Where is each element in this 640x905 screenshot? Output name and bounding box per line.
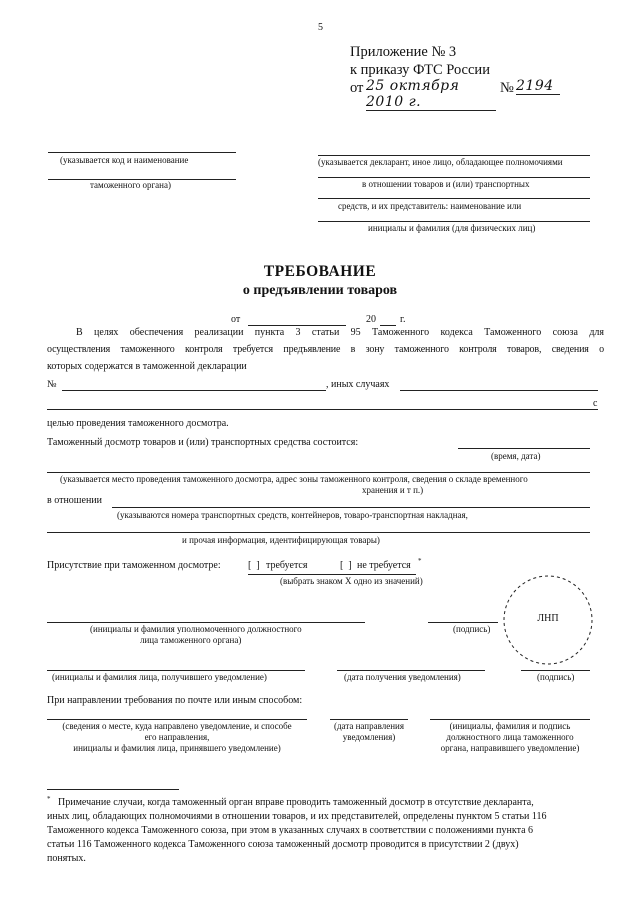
recipient-name-field[interactable] [47, 670, 305, 671]
not-required-label: не требуется [357, 560, 411, 571]
place-caption-1: (указывается место проведения таможенного досмотра, адрес зоны таможенного контроля, сведения о складе временного [60, 474, 528, 484]
appendix-title: Приложение № 3 [350, 44, 457, 60]
date-g-label: г. [400, 314, 406, 325]
mail-place-caption-2: его направления, [144, 732, 210, 742]
appendix-date-prefix: от [350, 80, 364, 96]
mail-date-field[interactable] [330, 719, 408, 720]
declarant-caption-2: в отношении товаров и (или) транспортных [362, 179, 530, 189]
declarant-caption-4: инициалы и фамилия (для физических лиц) [368, 223, 536, 233]
mail-place-caption-3: инициалы и фамилия лица, принявшего уведомление) [73, 743, 281, 753]
declarant-caption-3: средств, и их представитель: наименование или [338, 201, 522, 211]
recipient-signature-caption: (подпись) [537, 672, 575, 682]
para-line-3: которых содержатся в таможенной декларации [47, 361, 247, 372]
time-date-caption: (время, дата) [491, 451, 541, 461]
purpose-text: целью проведения таможенного досмотра. [47, 418, 229, 429]
footnote-line-5: понятых. [47, 853, 86, 864]
mail-sender-field[interactable] [430, 719, 590, 720]
declarant-line-2 [318, 177, 590, 178]
not-required-checkbox[interactable]: [ ] [340, 560, 352, 571]
mail-sender-caption-1: (инициалы, фамилия и подпись [449, 721, 571, 731]
time-date-field[interactable] [458, 448, 590, 449]
footnote-mark-ref: * [418, 557, 422, 565]
presence-label: Присутствие при таможенном досмотре: [47, 560, 221, 571]
other-cases-label: , иных случаях [326, 379, 390, 390]
regarding-caption-2: и прочая информация, идентифицирующая товары) [182, 535, 380, 545]
appendix-date-handwritten: 25 октября 2010 г. [366, 78, 496, 111]
footnote-line-3: Таможенного кодекса Таможенного союза, при этом в указанных случаях в соответствии с положениями пункта 6 [47, 825, 534, 836]
other-cases-field[interactable] [400, 390, 598, 391]
declarant-caption-1: (указывается декларант, иное лицо, обладающее полномочиями [318, 157, 563, 167]
place-field[interactable] [47, 472, 590, 473]
year-field[interactable] [380, 325, 396, 326]
regarding-field[interactable] [112, 507, 590, 508]
mail-date-caption-2: уведомления) [342, 732, 396, 742]
official-signature-field[interactable] [428, 622, 498, 623]
footnote-separator [47, 789, 179, 790]
mail-sender-caption-3: органа, направившего уведомление) [440, 743, 580, 753]
required-label: требуется [266, 560, 308, 571]
customs-caption-2: таможенного органа) [90, 180, 171, 190]
with-label: с [593, 398, 598, 409]
presence-line [248, 574, 416, 575]
official-name-field[interactable] [47, 622, 365, 623]
inspection-text: Таможенный досмотр товаров и (или) транспортных средства состоится: [47, 437, 359, 448]
recipient-caption: (инициалы и фамилия лица, получившего уведомление) [52, 672, 267, 682]
signature-caption: (подпись) [453, 624, 491, 634]
para-line-2: осуществления таможенного контроля требуется предъявление в зону таможенного контроля товаров, сведения о [47, 344, 604, 355]
stamp-label: ЛНП [537, 613, 559, 624]
receipt-date-field[interactable] [337, 670, 485, 671]
footnote-line-1: Примечание случаи, когда таможенный орган вправе проводить таможенный досмотр в отсутствие декларанта, [58, 797, 534, 808]
document-title: ТРЕБОВАНИЕ [263, 263, 377, 280]
document-subtitle: о предъявлении товаров [242, 283, 398, 298]
page-number: 5 [318, 22, 323, 33]
declarant-line-3 [318, 198, 590, 199]
appendix-order: к приказу ФТС России [350, 62, 490, 78]
regarding-caption-1: (указываются номера транспортных средств, контейнеров, товаро-транспортная накладная, [117, 510, 468, 520]
official-caption-1: (инициалы и фамилия уполномоченного должностного [90, 624, 302, 634]
other-cases-field-2[interactable] [47, 409, 598, 410]
date-from-label: от [231, 314, 241, 325]
footnote-line-4: статьи 116 Таможенного кодекса Таможенного союза таможенный досмотр проводится в присутствии 2 (двух) [47, 839, 519, 850]
date-field[interactable] [248, 325, 346, 326]
select-caption: (выбрать знаком X одно из значений) [280, 576, 423, 586]
official-caption-2: лица таможенного органа) [140, 635, 242, 645]
appendix-number-handwritten: 2194 [516, 78, 560, 95]
customs-caption: (указывается код и наименование [60, 155, 189, 165]
declarant-line-4 [318, 221, 590, 222]
footnote-mark: * [47, 795, 51, 803]
place-caption-2: хранения и т п.) [362, 485, 424, 495]
mail-place-caption-1: (сведения о месте, куда направлено уведомление, и способе [62, 721, 292, 731]
regarding-label: в отношении [47, 495, 103, 506]
mail-place-field[interactable] [47, 719, 307, 720]
para-line-1: В целях обеспечения реализации пункта 3 статьи 95 Таможенного кодекса Таможенного союза для [76, 327, 604, 338]
regarding-field-2[interactable] [47, 532, 590, 533]
declaration-number-sign: № [47, 379, 57, 390]
customs-line [48, 152, 236, 153]
mail-sender-caption-2: должностного лица таможенного [446, 732, 574, 742]
mail-label: При направлении требования по почте или иным способом: [47, 695, 303, 706]
declaration-number-field[interactable] [62, 390, 326, 391]
date-year-label: 20 [366, 314, 376, 325]
receipt-date-caption: (дата получения уведомления) [344, 672, 461, 682]
declarant-line-1 [318, 155, 590, 156]
appendix-number-prefix: № [500, 80, 514, 96]
footnote-line-2: иных лиц, обладающих полномочиями в отношении товаров, и их представителей, определены пунктом 5 статьи 116 [47, 811, 547, 822]
mail-date-caption-1: (дата направления [333, 721, 405, 731]
recipient-signature-field[interactable] [521, 670, 590, 671]
required-checkbox[interactable]: [ ] [248, 560, 260, 571]
